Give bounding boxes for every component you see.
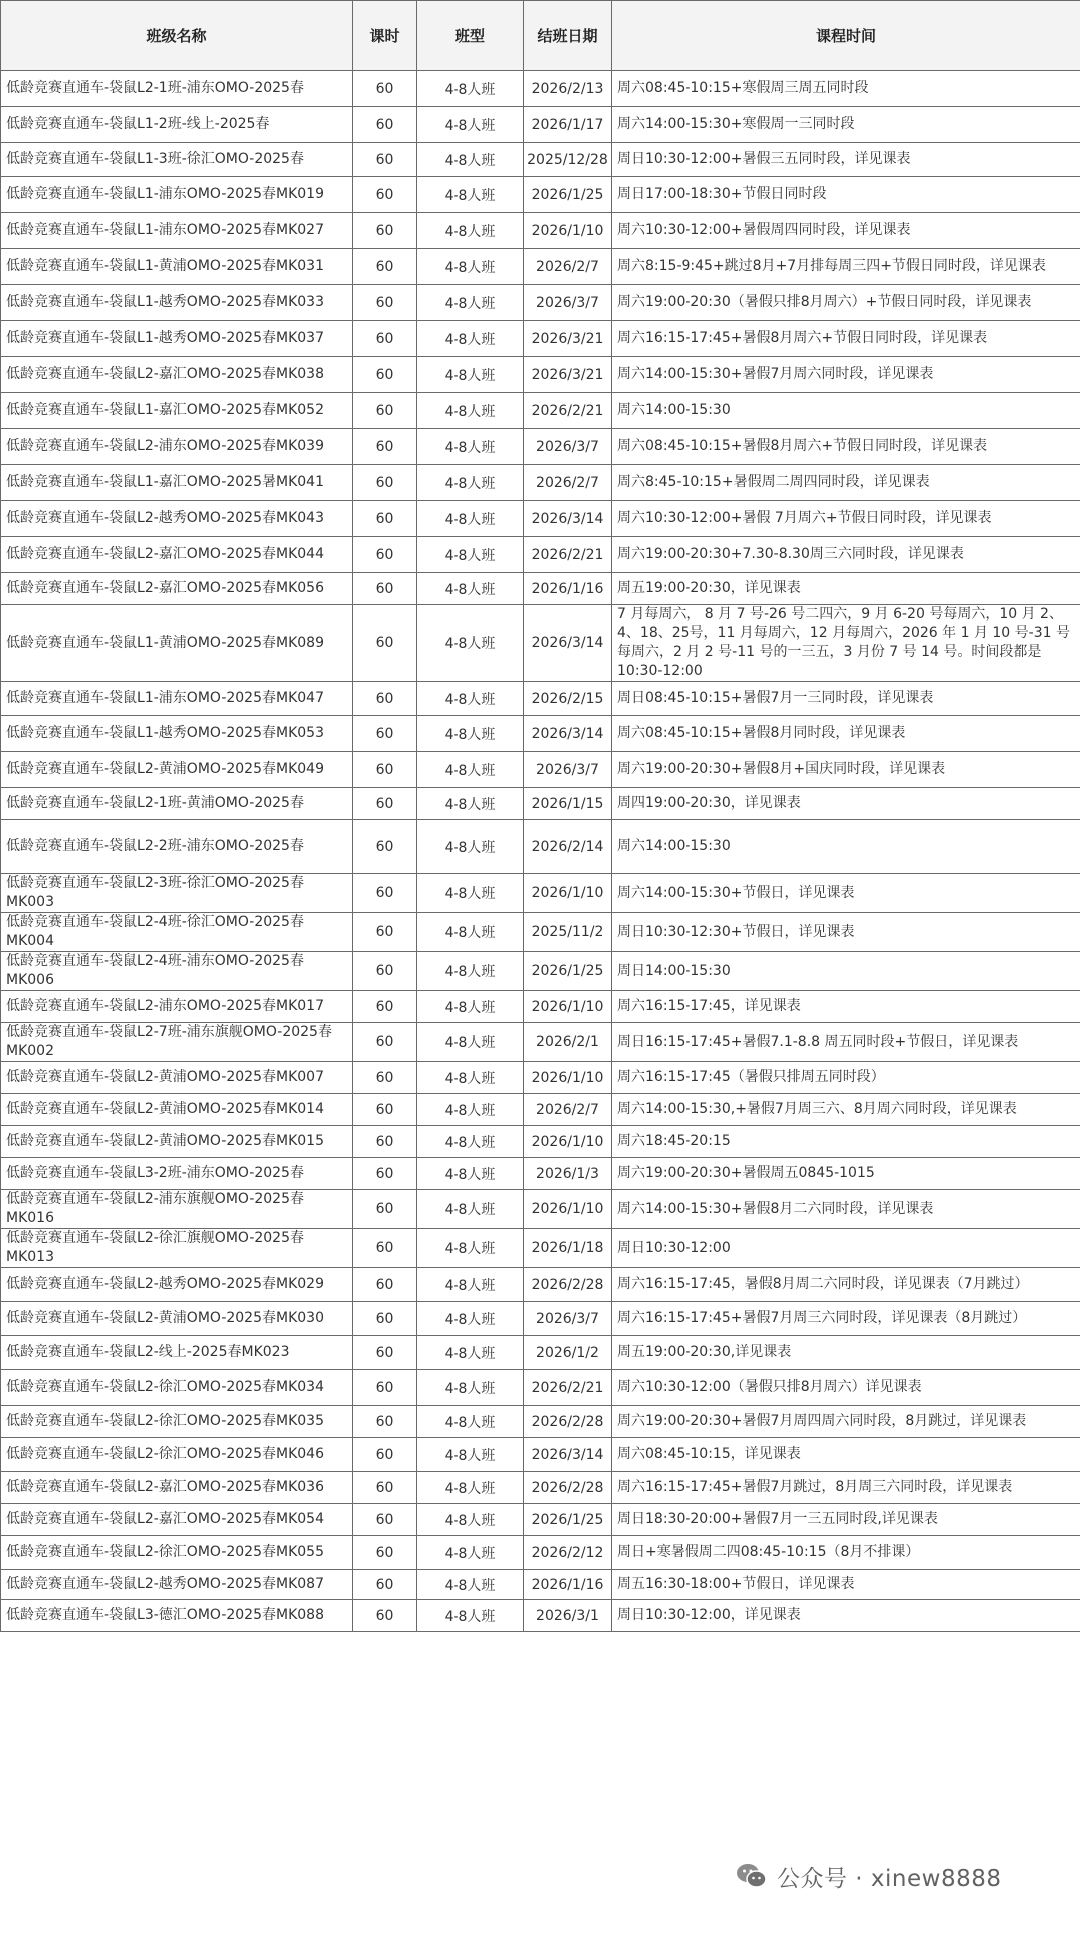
class-type-cell: 4-8人班 [417, 952, 524, 991]
class-type-cell: 4-8人班 [417, 429, 524, 465]
header-class-type: 班型 [417, 1, 524, 71]
end-date-cell: 2026/3/21 [524, 321, 612, 357]
course-time-cell: 周六19:00-20:30（暑假只排8月周六）+节假日同时段，详见课表 [612, 285, 1080, 321]
class-type-cell: 4-8人班 [417, 991, 524, 1023]
watermark-text: 公众号 · xinew8888 [777, 1865, 1002, 1892]
end-date-cell: 2026/2/28 [524, 1268, 612, 1302]
table-row [1, 537, 1080, 573]
end-date-cell: 2026/1/10 [524, 213, 612, 249]
table-row [1, 1570, 1080, 1600]
class-name-cell: 低龄竞赛直通车-袋鼠L2-黄浦OMO-2025春MK007 [1, 1062, 353, 1094]
class-name-cell: 低龄竞赛直通车-袋鼠L1-浦东OMO-2025春MK027 [1, 213, 353, 249]
end-date-cell: 2026/1/2 [524, 1336, 612, 1370]
header-class-name: 班级名称 [1, 1, 353, 71]
end-date-cell: 2026/1/16 [524, 1570, 612, 1600]
class-name-cell: 低龄竞赛直通车-袋鼠L2-黄浦OMO-2025春MK049 [1, 752, 353, 788]
class-name-cell: 低龄竞赛直通车-袋鼠L2-嘉汇OMO-2025春MK038 [1, 357, 353, 393]
class-type-cell: 4-8人班 [417, 1229, 524, 1268]
table-row [1, 788, 1080, 820]
table-row [1, 1370, 1080, 1406]
course-time-cell: 周六19:00-20:30+暑假7月周四周六同时段，8月跳过，详见课表 [612, 1406, 1080, 1438]
hours-cell: 60 [353, 682, 417, 716]
course-time-cell: 周六16:15-17:45+暑假8月周六+节假日同时段，详见课表 [612, 321, 1080, 357]
end-date-cell: 2026/3/7 [524, 752, 612, 788]
class-name-cell: 低龄竞赛直通车-袋鼠L2-浦东旗舰OMO-2025春MK016 [1, 1190, 353, 1229]
class-name-cell: 低龄竞赛直通车-袋鼠L2-黄浦OMO-2025春MK015 [1, 1126, 353, 1158]
course-time-cell: 周六14:00-15:30+暑假8月二六同时段，详见课表 [612, 1190, 1080, 1229]
hours-cell: 60 [353, 1229, 417, 1268]
table-row [1, 71, 1080, 107]
hours-cell: 60 [353, 1370, 417, 1406]
table-row [1, 465, 1080, 501]
class-type-cell: 4-8人班 [417, 752, 524, 788]
course-time-cell: 周六14:00-15:30+寒假周一三同时段 [612, 107, 1080, 143]
class-type-cell: 4-8人班 [417, 177, 524, 213]
hours-cell: 60 [353, 1062, 417, 1094]
course-time-cell: 周六8:15-9:45+跳过8月+7月排每周三四+节假日同时段，详见课表 [612, 249, 1080, 285]
end-date-cell: 2026/2/21 [524, 537, 612, 573]
class-type-cell: 4-8人班 [417, 1406, 524, 1438]
class-name-cell: 低龄竞赛直通车-袋鼠L1-3班-徐汇OMO-2025春 [1, 143, 353, 177]
hours-cell: 60 [353, 393, 417, 429]
hours-cell: 60 [353, 1190, 417, 1229]
class-name-cell: 低龄竞赛直通车-袋鼠L2-黄浦OMO-2025春MK030 [1, 1302, 353, 1336]
course-time-cell: 周日10:30-12:00+暑假三五同时段，详见课表 [612, 143, 1080, 177]
course-time-cell: 周六10:30-12:00+暑假周四同时段，详见课表 [612, 213, 1080, 249]
course-time-cell: 周六14:00-15:30+节假日，详见课表 [612, 874, 1080, 913]
course-time-cell: 周六16:15-17:45，暑假8月周二六同时段，详见课表（7月跳过） [612, 1268, 1080, 1302]
class-type-cell: 4-8人班 [417, 357, 524, 393]
class-name-cell: 低龄竞赛直通车-袋鼠L2-4班-浦东OMO-2025春MK006 [1, 952, 353, 991]
class-name-cell: 低龄竞赛直通车-袋鼠L2-嘉汇OMO-2025春MK056 [1, 573, 353, 605]
end-date-cell: 2026/2/13 [524, 71, 612, 107]
table-row [1, 249, 1080, 285]
table-row [1, 1336, 1080, 1370]
table-row [1, 1190, 1080, 1229]
class-name-cell: 低龄竞赛直通车-袋鼠L2-浦东OMO-2025春MK017 [1, 991, 353, 1023]
class-type-cell: 4-8人班 [417, 1336, 524, 1370]
class-type-cell: 4-8人班 [417, 874, 524, 913]
class-name-cell: 低龄竞赛直通车-袋鼠L2-2班-浦东OMO-2025春 [1, 820, 353, 874]
class-name-cell: 低龄竞赛直通车-袋鼠L1-浦东OMO-2025春MK019 [1, 177, 353, 213]
table-row [1, 1268, 1080, 1302]
class-name-cell: 低龄竞赛直通车-袋鼠L2-7班-浦东旗舰OMO-2025春MK002 [1, 1023, 353, 1062]
class-type-cell: 4-8人班 [417, 213, 524, 249]
table-row [1, 1094, 1080, 1126]
end-date-cell: 2026/1/10 [524, 991, 612, 1023]
class-type-cell: 4-8人班 [417, 537, 524, 573]
class-name-cell: 低龄竞赛直通车-袋鼠L2-线上-2025春MK023 [1, 1336, 353, 1370]
class-name-cell: 低龄竞赛直通车-袋鼠L2-黄浦OMO-2025春MK014 [1, 1094, 353, 1126]
end-date-cell: 2026/3/14 [524, 716, 612, 752]
course-time-cell: 周六08:45-10:15+暑假8月同时段，详见课表 [612, 716, 1080, 752]
class-type-cell: 4-8人班 [417, 285, 524, 321]
course-time-cell: 周六19:00-20:30+暑假周五0845-1015 [612, 1158, 1080, 1190]
class-name-cell: 低龄竞赛直通车-袋鼠L2-嘉汇OMO-2025春MK054 [1, 1504, 353, 1536]
table-row [1, 874, 1080, 913]
hours-cell: 60 [353, 1406, 417, 1438]
course-time-cell: 周六16:15-17:45+暑假7月周三六同时段，详见课表（8月跳过） [612, 1302, 1080, 1336]
end-date-cell: 2026/2/21 [524, 1370, 612, 1406]
hours-cell: 60 [353, 177, 417, 213]
hours-cell: 60 [353, 913, 417, 952]
end-date-cell: 2026/1/16 [524, 573, 612, 605]
hours-cell: 60 [353, 71, 417, 107]
table-row [1, 1126, 1080, 1158]
hours-cell: 60 [353, 213, 417, 249]
hours-cell: 60 [353, 143, 417, 177]
table-row [1, 1536, 1080, 1570]
watermark [735, 1854, 1065, 1898]
class-type-cell: 4-8人班 [417, 1504, 524, 1536]
class-name-cell: 低龄竞赛直通车-袋鼠L2-越秀OMO-2025春MK043 [1, 501, 353, 537]
hours-cell: 60 [353, 1126, 417, 1158]
class-name-cell: 低龄竞赛直通车-袋鼠L2-徐汇OMO-2025春MK034 [1, 1370, 353, 1406]
hours-cell: 60 [353, 321, 417, 357]
table-row [1, 573, 1080, 605]
end-date-cell: 2026/1/25 [524, 177, 612, 213]
hours-cell: 60 [353, 501, 417, 537]
course-time-cell: 周六14:00-15:30 [612, 820, 1080, 874]
class-type-cell: 4-8人班 [417, 1570, 524, 1600]
class-type-cell: 4-8人班 [417, 1062, 524, 1094]
class-type-cell: 4-8人班 [417, 143, 524, 177]
end-date-cell: 2026/3/14 [524, 605, 612, 682]
table-row [1, 682, 1080, 716]
class-name-cell: 低龄竞赛直通车-袋鼠L1-浦东OMO-2025春MK047 [1, 682, 353, 716]
class-name-cell: 低龄竞赛直通车-袋鼠L1-黄浦OMO-2025春MK031 [1, 249, 353, 285]
course-time-cell: 周日16:15-17:45+暑假7.1-8.8 周五同时段+节假日，详见课表 [612, 1023, 1080, 1062]
table-row [1, 991, 1080, 1023]
course-time-cell: 周六14:00-15:30 [612, 393, 1080, 429]
class-type-cell: 4-8人班 [417, 913, 524, 952]
table-row [1, 213, 1080, 249]
hours-cell: 60 [353, 1536, 417, 1570]
hours-cell: 60 [353, 716, 417, 752]
hours-cell: 60 [353, 788, 417, 820]
class-type-cell: 4-8人班 [417, 1302, 524, 1336]
class-type-cell: 4-8人班 [417, 501, 524, 537]
header-end-date: 结班日期 [524, 1, 612, 71]
end-date-cell: 2026/3/14 [524, 1438, 612, 1472]
table-row [1, 716, 1080, 752]
class-name-cell: 低龄竞赛直通车-袋鼠L2-徐汇旗舰OMO-2025春MK013 [1, 1229, 353, 1268]
table-row [1, 752, 1080, 788]
class-name-cell: 低龄竞赛直通车-袋鼠L1-2班-线上-2025春 [1, 107, 353, 143]
table-row [1, 1472, 1080, 1504]
header-course-time: 课程时间 [612, 1, 1080, 71]
end-date-cell: 2026/2/15 [524, 682, 612, 716]
class-type-cell: 4-8人班 [417, 1472, 524, 1504]
hours-cell: 60 [353, 1302, 417, 1336]
table-row [1, 1302, 1080, 1336]
class-type-cell: 4-8人班 [417, 1094, 524, 1126]
end-date-cell: 2026/2/7 [524, 465, 612, 501]
class-name-cell: 低龄竞赛直通车-袋鼠L2-嘉汇OMO-2025春MK044 [1, 537, 353, 573]
end-date-cell: 2026/2/7 [524, 249, 612, 285]
class-name-cell: 低龄竞赛直通车-袋鼠L2-徐汇OMO-2025春MK046 [1, 1438, 353, 1472]
course-time-cell: 周日+寒暑假周二四08:45-10:15（8月不排课） [612, 1536, 1080, 1570]
class-name-cell: 低龄竞赛直通车-袋鼠L2-4班-徐汇OMO-2025春MK004 [1, 913, 353, 952]
hours-cell: 60 [353, 1570, 417, 1600]
class-name-cell: 低龄竞赛直通车-袋鼠L2-徐汇OMO-2025春MK035 [1, 1406, 353, 1438]
course-time-cell: 周六16:15-17:45（暑假只排周五同时段） [612, 1062, 1080, 1094]
hours-cell: 60 [353, 465, 417, 501]
table-row [1, 1023, 1080, 1062]
end-date-cell: 2026/1/18 [524, 1229, 612, 1268]
course-time-cell: 周日14:00-15:30 [612, 952, 1080, 991]
table-row [1, 107, 1080, 143]
course-time-cell: 周六10:30-12:00+暑假 7月周六+节假日同时段，详见课表 [612, 501, 1080, 537]
hours-cell: 60 [353, 605, 417, 682]
course-time-cell: 周日17:00-18:30+节假日同时段 [612, 177, 1080, 213]
end-date-cell: 2025/11/2 [524, 913, 612, 952]
course-time-cell: 周日18:30-20:00+暑假7月一三五同时段,详见课表 [612, 1504, 1080, 1536]
course-time-cell: 周六08:45-10:15，详见课表 [612, 1438, 1080, 1472]
hours-cell: 60 [353, 1504, 417, 1536]
hours-cell: 60 [353, 1023, 417, 1062]
class-name-cell: 低龄竞赛直通车-袋鼠L2-1班-黄浦OMO-2025春 [1, 788, 353, 820]
class-type-cell: 4-8人班 [417, 1438, 524, 1472]
course-time-cell: 周五19:00-20:30,详见课表 [612, 1336, 1080, 1370]
table-row [1, 1600, 1080, 1632]
class-name-cell: 低龄竞赛直通车-袋鼠L1-越秀OMO-2025春MK053 [1, 716, 353, 752]
class-name-cell: 低龄竞赛直通车-袋鼠L3-2班-浦东OMO-2025春 [1, 1158, 353, 1190]
hours-cell: 60 [353, 107, 417, 143]
end-date-cell: 2026/1/10 [524, 1062, 612, 1094]
end-date-cell: 2026/2/1 [524, 1023, 612, 1062]
hours-cell: 60 [353, 1472, 417, 1504]
class-name-cell: 低龄竞赛直通车-袋鼠L1-嘉汇OMO-2025春MK052 [1, 393, 353, 429]
class-type-cell: 4-8人班 [417, 71, 524, 107]
class-type-cell: 4-8人班 [417, 249, 524, 285]
hours-cell: 60 [353, 1094, 417, 1126]
course-time-cell: 周四19:00-20:30，详见课表 [612, 788, 1080, 820]
class-name-cell: 低龄竞赛直通车-袋鼠L2-越秀OMO-2025春MK087 [1, 1570, 353, 1600]
table-row [1, 1438, 1080, 1472]
class-type-cell: 4-8人班 [417, 321, 524, 357]
hours-cell: 60 [353, 1268, 417, 1302]
table-row [1, 393, 1080, 429]
end-date-cell: 2026/3/7 [524, 429, 612, 465]
table-row [1, 1504, 1080, 1536]
hours-cell: 60 [353, 1158, 417, 1190]
course-time-cell: 周六19:00-20:30+7.30-8.30周三六同时段，详见课表 [612, 537, 1080, 573]
class-type-cell: 4-8人班 [417, 1600, 524, 1632]
course-time-cell: 周日08:45-10:15+暑假7月一三同时段，详见课表 [612, 682, 1080, 716]
hours-cell: 60 [353, 1438, 417, 1472]
end-date-cell: 2026/1/25 [524, 1504, 612, 1536]
end-date-cell: 2026/3/14 [524, 501, 612, 537]
class-type-cell: 4-8人班 [417, 1268, 524, 1302]
hours-cell: 60 [353, 249, 417, 285]
table-row [1, 1229, 1080, 1268]
hours-cell: 60 [353, 874, 417, 913]
course-time-cell: 周五16:30-18:00+节假日，详见课表 [612, 1570, 1080, 1600]
hours-cell: 60 [353, 537, 417, 573]
end-date-cell: 2026/3/7 [524, 285, 612, 321]
class-name-cell: 低龄竞赛直通车-袋鼠L2-浦东OMO-2025春MK039 [1, 429, 353, 465]
table-row [1, 820, 1080, 874]
hours-cell: 60 [353, 820, 417, 874]
wechat-icon [735, 1859, 769, 1893]
course-time-cell: 周六08:45-10:15+暑假8月周六+节假日同时段，详见课表 [612, 429, 1080, 465]
table-row [1, 1062, 1080, 1094]
table-row [1, 357, 1080, 393]
course-time-cell: 周六16:15-17:45，详见课表 [612, 991, 1080, 1023]
class-name-cell: 低龄竞赛直通车-袋鼠L3-德汇OMO-2025春MK088 [1, 1600, 353, 1632]
class-type-cell: 4-8人班 [417, 573, 524, 605]
class-name-cell: 低龄竞赛直通车-袋鼠L1-嘉汇OMO-2025暑MK041 [1, 465, 353, 501]
end-date-cell: 2026/2/7 [524, 1094, 612, 1126]
hours-cell: 60 [353, 752, 417, 788]
table-row [1, 605, 1080, 682]
end-date-cell: 2026/2/28 [524, 1406, 612, 1438]
class-name-cell: 低龄竞赛直通车-袋鼠L2-1班-浦东OMO-2025春 [1, 71, 353, 107]
class-name-cell: 低龄竞赛直通车-袋鼠L2-徐汇OMO-2025春MK055 [1, 1536, 353, 1570]
hours-cell: 60 [353, 991, 417, 1023]
class-type-cell: 4-8人班 [417, 820, 524, 874]
end-date-cell: 2026/1/10 [524, 874, 612, 913]
class-type-cell: 4-8人班 [417, 682, 524, 716]
end-date-cell: 2026/3/7 [524, 1302, 612, 1336]
end-date-cell: 2026/2/21 [524, 393, 612, 429]
class-type-cell: 4-8人班 [417, 716, 524, 752]
course-time-cell: 周五19:00-20:30，详见课表 [612, 573, 1080, 605]
end-date-cell: 2025/12/28 [524, 143, 612, 177]
table-row [1, 1158, 1080, 1190]
table-row [1, 501, 1080, 537]
hours-cell: 60 [353, 573, 417, 605]
course-time-cell: 周日10:30-12:00，详见课表 [612, 1600, 1080, 1632]
course-time-cell: 周六14:00-15:30+暑假7月周六同时段，详见课表 [612, 357, 1080, 393]
course-time-cell: 周六14:00-15:30,+暑假7月周三六、8月周六同时段，详见课表 [612, 1094, 1080, 1126]
course-time-cell: 7 月每周六， 8 月 7 号-26 号二四六，9 月 6-20 号每周六，10 月 2、4、18、25号，11 月每周六，12 月每周六，2026 年 1 月 10 号-31 号每周六，2 月 2 号-11 号的一三五，3 月份 7 号 14 号。时间段都是10:30-12:00 [612, 605, 1080, 682]
hours-cell: 60 [353, 1600, 417, 1632]
table-row [1, 177, 1080, 213]
class-name-cell: 低龄竞赛直通车-袋鼠L2-嘉汇OMO-2025春MK036 [1, 1472, 353, 1504]
class-name-cell: 低龄竞赛直通车-袋鼠L2-3班-徐汇OMO-2025春MK003 [1, 874, 353, 913]
end-date-cell: 2026/1/15 [524, 788, 612, 820]
table-row [1, 285, 1080, 321]
hours-cell: 60 [353, 357, 417, 393]
class-type-cell: 4-8人班 [417, 1023, 524, 1062]
class-type-cell: 4-8人班 [417, 107, 524, 143]
class-type-cell: 4-8人班 [417, 1536, 524, 1570]
hours-cell: 60 [353, 285, 417, 321]
table-row [1, 143, 1080, 177]
end-date-cell: 2026/2/12 [524, 1536, 612, 1570]
end-date-cell: 2026/1/10 [524, 1126, 612, 1158]
class-type-cell: 4-8人班 [417, 605, 524, 682]
table-header-row [1, 1, 1080, 71]
class-type-cell: 4-8人班 [417, 465, 524, 501]
table-body [1, 71, 1080, 1632]
end-date-cell: 2026/1/25 [524, 952, 612, 991]
end-date-cell: 2026/3/21 [524, 357, 612, 393]
course-time-cell: 周六18:45-20:15 [612, 1126, 1080, 1158]
class-name-cell: 低龄竞赛直通车-袋鼠L1-越秀OMO-2025春MK033 [1, 285, 353, 321]
course-time-cell: 周日10:30-12:30+节假日，详见课表 [612, 913, 1080, 952]
class-type-cell: 4-8人班 [417, 1190, 524, 1229]
class-type-cell: 4-8人班 [417, 393, 524, 429]
class-name-cell: 低龄竞赛直通车-袋鼠L1-越秀OMO-2025春MK037 [1, 321, 353, 357]
course-time-cell: 周六08:45-10:15+寒假周三周五同时段 [612, 71, 1080, 107]
table-row [1, 429, 1080, 465]
table-row [1, 913, 1080, 952]
end-date-cell: 2026/1/10 [524, 1190, 612, 1229]
table-row [1, 321, 1080, 357]
course-time-cell: 周六19:00-20:30+暑假8月+国庆同时段，详见课表 [612, 752, 1080, 788]
class-type-cell: 4-8人班 [417, 1126, 524, 1158]
class-name-cell: 低龄竞赛直通车-袋鼠L1-黄浦OMO-2025春MK089 [1, 605, 353, 682]
course-time-cell: 周日10:30-12:00 [612, 1229, 1080, 1268]
hours-cell: 60 [353, 429, 417, 465]
hours-cell: 60 [353, 952, 417, 991]
header-hours: 课时 [353, 1, 417, 71]
class-type-cell: 4-8人班 [417, 788, 524, 820]
table-row [1, 952, 1080, 991]
course-time-cell: 周六10:30-12:00（暑假只排8月周六）详见课表 [612, 1370, 1080, 1406]
class-type-cell: 4-8人班 [417, 1158, 524, 1190]
class-name-cell: 低龄竞赛直通车-袋鼠L2-越秀OMO-2025春MK029 [1, 1268, 353, 1302]
course-time-cell: 周六16:15-17:45+暑假7月跳过，8月周三六同时段，详见课表 [612, 1472, 1080, 1504]
end-date-cell: 2026/3/1 [524, 1600, 612, 1632]
table-row [1, 1406, 1080, 1438]
end-date-cell: 2026/2/28 [524, 1472, 612, 1504]
course-time-cell: 周六8:45-10:15+暑假周二周四同时段，详见课表 [612, 465, 1080, 501]
end-date-cell: 2026/2/14 [524, 820, 612, 874]
hours-cell: 60 [353, 1336, 417, 1370]
class-type-cell: 4-8人班 [417, 1370, 524, 1406]
end-date-cell: 2026/1/3 [524, 1158, 612, 1190]
end-date-cell: 2026/1/17 [524, 107, 612, 143]
